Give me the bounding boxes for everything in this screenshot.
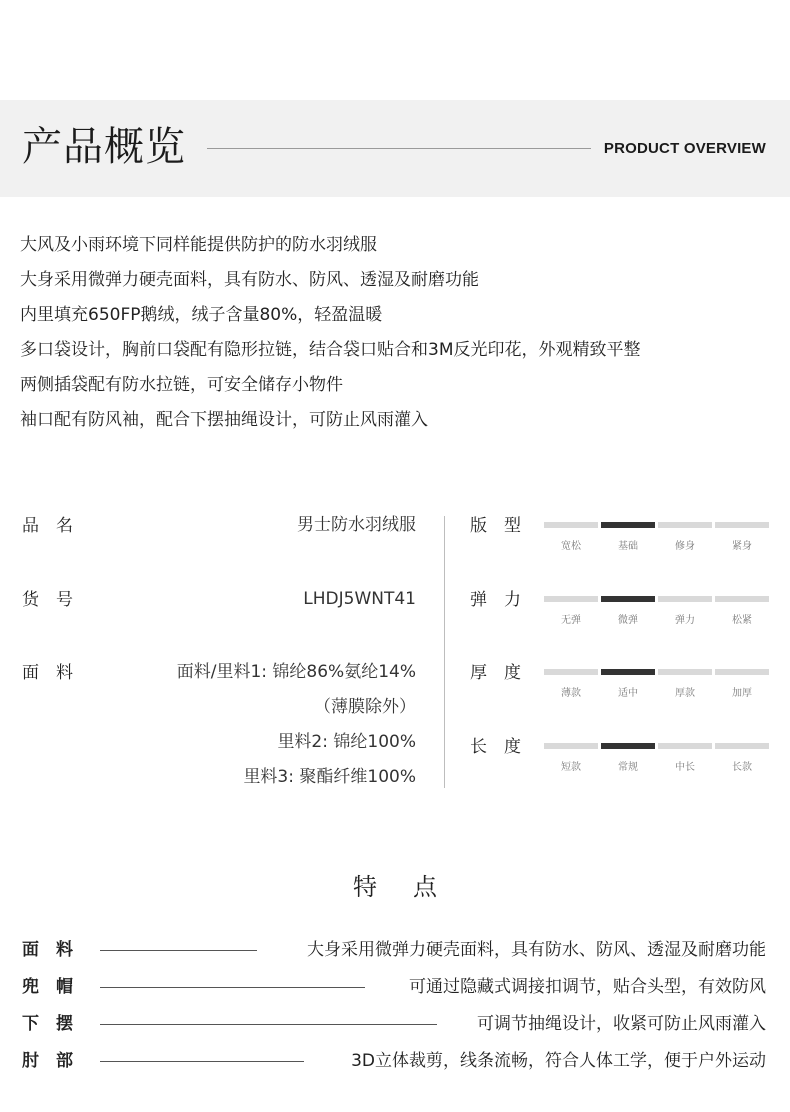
scale-option-label: 基础: [618, 541, 638, 552]
feature-leader-line: [100, 1061, 304, 1062]
intro-line: 袖口配有防风袖，配合下摆抽绳设计，可防止风雨灌入: [20, 410, 428, 430]
scale-segment-selected: [601, 596, 655, 602]
attribute-scale: [544, 669, 767, 699]
scale-segment-selected: [601, 743, 655, 749]
scale-option-label: 长款: [732, 762, 752, 773]
spec-divider: [444, 516, 445, 788]
scale-option-label: 宽松: [561, 541, 581, 552]
spec-value-sku: LHDJ5WNT41: [303, 589, 416, 609]
intro-list: [20, 228, 780, 438]
attribute-scale: [544, 522, 767, 552]
intro-line: 两侧插袋配有防水拉链，可安全储存小物件: [20, 375, 343, 395]
scale-option-label: 薄款: [561, 688, 581, 699]
feature-leader-line: [100, 950, 257, 951]
attribute-label: 长 度: [470, 737, 521, 757]
scale-segment: [544, 522, 598, 528]
feature-text: 3D立体裁剪，线条流畅，符合人体工学，便于户外运动: [351, 1051, 766, 1071]
scale-segment: [658, 596, 712, 602]
feature-row: [0, 972, 790, 1002]
page-subtitle-en: PRODUCT OVERVIEW: [603, 140, 766, 157]
intro-line: 内里填充650FP鹅绒，绒子含量80%，轻盈温暖: [20, 305, 383, 325]
spec-value-fabric-line: （薄膜除外）: [314, 697, 416, 717]
attribute-scale: [544, 596, 767, 626]
scale-option-label: 无弹: [561, 615, 581, 626]
overview-header: [0, 100, 790, 197]
attribute-label: 版 型: [470, 516, 521, 536]
attribute-label: 弹 力: [470, 590, 521, 610]
spec-label-sku: 货 号: [22, 590, 73, 610]
features-heading: 特点: [353, 873, 473, 901]
feature-leader-line: [100, 987, 365, 988]
header-divider: [207, 148, 591, 149]
scale-option-label: 中长: [675, 762, 695, 773]
scale-option-label: 修身: [675, 541, 695, 552]
intro-line: 多口袋设计，胸前口袋配有隐形拉链，结合袋口贴合和3M反光印花，外观精致平整: [20, 340, 641, 360]
feature-leader-line: [100, 1024, 437, 1025]
feature-label: 面 料: [22, 940, 73, 960]
feature-text: 可调节抽绳设计，收紧可防止风雨灌入: [477, 1014, 766, 1034]
feature-row: [0, 1009, 790, 1039]
feature-text: 可通过隐藏式调接扣调节，贴合头型，有效防风: [409, 977, 766, 997]
scale-segment-selected: [601, 522, 655, 528]
scale-segment-selected: [601, 669, 655, 675]
page-title: 产品概览: [22, 124, 186, 170]
scale-segment: [658, 669, 712, 675]
spec-label-name: 品 名: [22, 516, 73, 536]
scale-option-label: 加厚: [732, 688, 752, 699]
spec-value-fabric-line: 里料2: 锦纶100%: [277, 732, 416, 752]
spec-value-fabric-line: 面料/里料1: 锦纶86%氨纶14%: [176, 662, 416, 682]
scale-segment: [544, 669, 598, 675]
scale-segment: [544, 596, 598, 602]
scale-option-label: 微弹: [618, 615, 638, 626]
scale-option-label: 短款: [561, 762, 581, 773]
spec-label-fabric: 面 料: [22, 663, 73, 683]
scale-segment: [658, 743, 712, 749]
scale-option-label: 松紧: [732, 615, 752, 626]
scale-segment: [715, 743, 769, 749]
attribute-scale: [544, 743, 767, 773]
attribute-label: 厚 度: [470, 663, 521, 683]
scale-segment: [544, 743, 598, 749]
feature-row: [0, 1046, 790, 1076]
intro-line: 大风及小雨环境下同样能提供防护的防水羽绒服: [20, 235, 377, 255]
feature-label: 兜 帽: [22, 977, 73, 997]
scale-option-label: 常规: [618, 762, 638, 773]
scale-segment: [715, 669, 769, 675]
spec-value-fabric-line: 里料3: 聚酯纤维100%: [243, 767, 416, 787]
scale-option-label: 弹力: [675, 615, 695, 626]
feature-text: 大身采用微弹力硬壳面料，具有防水、防风、透湿及耐磨功能: [307, 940, 766, 960]
scale-segment: [715, 596, 769, 602]
scale-option-label: 厚款: [675, 688, 695, 699]
intro-line: 大身采用微弹力硬壳面料，具有防水、防风、透湿及耐磨功能: [20, 270, 479, 290]
spec-value-name: 男士防水羽绒服: [297, 515, 416, 535]
scale-option-label: 适中: [618, 688, 638, 699]
feature-label: 下 摆: [22, 1014, 73, 1034]
feature-row: [0, 935, 790, 965]
scale-segment: [715, 522, 769, 528]
scale-option-label: 紧身: [732, 541, 752, 552]
feature-label: 肘 部: [22, 1051, 73, 1071]
scale-segment: [658, 522, 712, 528]
